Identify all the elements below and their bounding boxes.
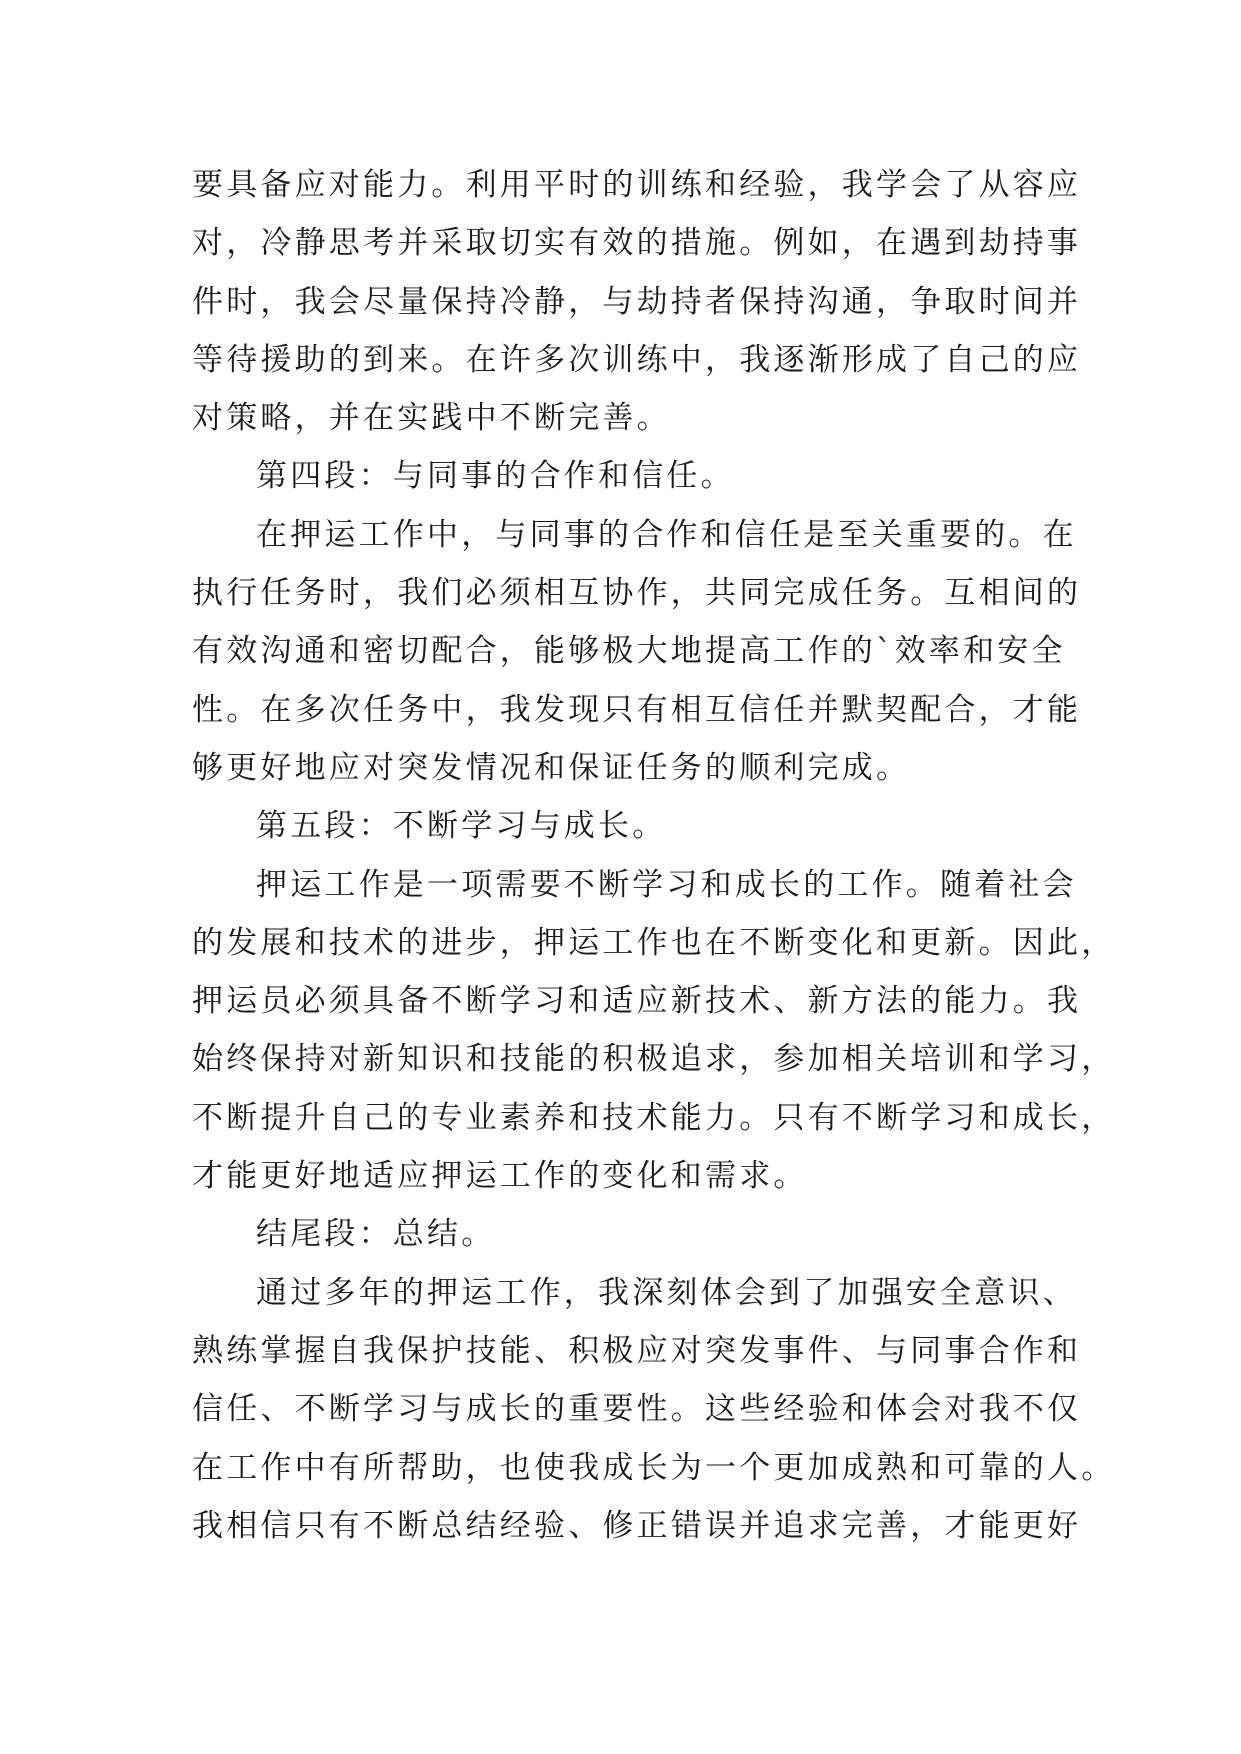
text-line: 信任、不断学习与成长的重要性。这些经验和体会对我不仅	[192, 1391, 1082, 1428]
text-line: 有效沟通和密切配合，能够极大地提高工作的`效率和安全	[192, 633, 1066, 670]
text-line: 始终保持对新知识和技能的积极追求，参加相关培训和学习，	[192, 1041, 1116, 1078]
text-line: 不断提升自己的专业素养和技术能力。只有不断学习和成长，	[192, 1099, 1116, 1136]
text-line: 对，冷静思考并采取切实有效的措施。例如，在遇到劫持事	[192, 225, 1082, 262]
text-line: 够更好地应对突发情况和保证任务的顺利完成。	[192, 749, 911, 786]
text-line: 执行任务时，我们必须相互协作，共同完成任务。互相间的	[192, 575, 1082, 612]
text-line: 件时，我会尽量保持冷静，与劫持者保持沟通，争取时间并	[192, 283, 1082, 320]
text-line: 我相信只有不断总结经验、修正错误并追求完善，才能更好	[192, 1507, 1082, 1544]
paragraph-first-line: 通过多年的押运工作，我深刻体会到了加强安全意识、	[256, 1274, 1077, 1311]
text-line: 要具备应对能力。利用平时的训练和经验，我学会了从容应	[192, 167, 1082, 203]
text-line: 性。在多次任务中，我发现只有相互信任并默契配合，才能	[192, 691, 1082, 728]
paragraph-first-line: 结尾段：总结。	[256, 1216, 496, 1253]
text-line: 的发展和技术的进步，押运工作也在不断变化和更新。因此，	[192, 924, 1116, 961]
paragraph-first-line: 第五段：不断学习与成长。	[256, 808, 667, 845]
paragraph-first-line: 押运工作是一项需要不断学习和成长的工作。随着社会	[256, 866, 1077, 903]
document-body	[192, 156, 1116, 1555]
text-line: 熟练掌握自我保护技能、积极应对突发事件、与同事合作和	[192, 1332, 1082, 1369]
text-line: 押运员必须具备不断学习和适应新技术、新方法的能力。我	[192, 983, 1082, 1020]
paragraph-first-line: 在押运工作中，与同事的合作和信任是至关重要的。在	[256, 516, 1077, 553]
text-line: 对策略，并在实践中不断完善。	[192, 400, 671, 437]
text-line: 才能更好地适应押运工作的变化和需求。	[192, 1158, 808, 1195]
text-line: 在工作中有所帮助，也使我成长为一个更加成熟和可靠的人。	[192, 1449, 1116, 1486]
paragraph-first-line: 第四段：与同事的合作和信任。	[256, 458, 735, 495]
text-line: 等待援助的到来。在许多次训练中，我逐渐形成了自己的应	[192, 341, 1082, 378]
